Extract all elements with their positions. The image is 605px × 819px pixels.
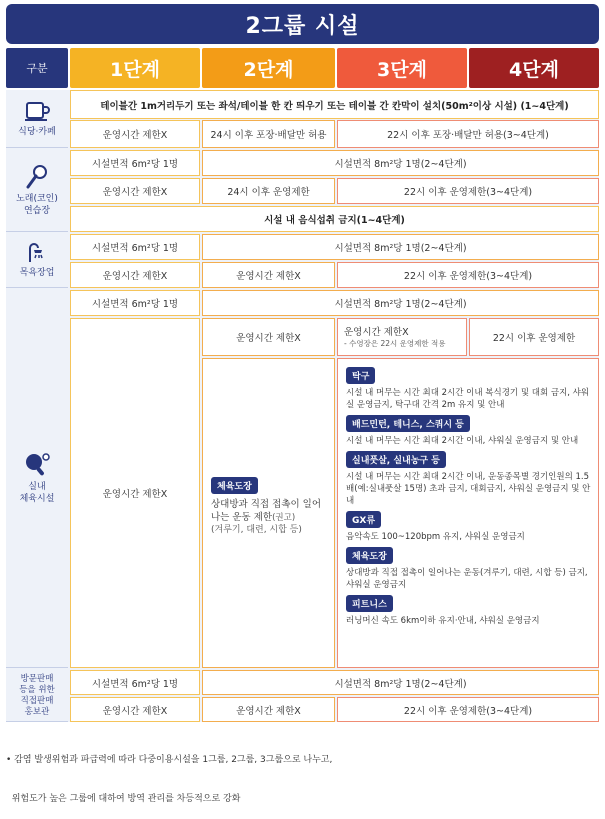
block-text: 러닝머신 속도 6km이하 유지·안내, 샤워실 운영금지 [346, 616, 540, 626]
block-text: 시설 내 머무는 시간 최대 2시간 이내, 샤워실 운영금지 및 안내 [346, 436, 579, 446]
footnote-line-1: • 감염 발생위험과 파급력에 따라 다중이용시설을 1그룹, 2그룹, 3그룹으로 나누고, [6, 755, 333, 765]
footnote [6, 728, 599, 819]
tag-block: GX류 [346, 511, 381, 528]
tag-block: 피트니스 [346, 595, 393, 612]
sales-r2-s1: 운영시간 제한X [70, 697, 200, 722]
karaoke-r2-s2: 24시 이후 운영제한 [202, 178, 335, 204]
karaoke-r1-s1: 시설면적 6m²당 1명 [70, 150, 200, 176]
block-fitness [346, 595, 540, 627]
ping-pong-icon [23, 452, 51, 478]
category-karaoke [6, 150, 68, 232]
header-stage-2: 2단계 [202, 48, 335, 88]
bath-r1-s1: 시설면적 6m²당 1명 [70, 234, 200, 260]
sports-r1-s24: 시설면적 8m²당 1명(2~4단계) [202, 290, 599, 316]
restaurant-distance-rule: 테이블간 1m거리두기 또는 좌석/테이블 한 칸 띄우기 또는 테이블 간 칸막이 설치(50m²이상 시설) (1~4단계) [70, 90, 599, 119]
bath-r2-s34: 22시 이후 운영제한(3~4단계) [337, 262, 599, 288]
sports-s3-top-note: - 수영장은 22시 운영제한 적용 [344, 339, 446, 348]
header-stage-4: 4단계 [469, 48, 599, 88]
sales-r1-s1: 시설면적 6m²당 1명 [70, 670, 200, 695]
sports-r1-s1: 시설면적 6m²당 1명 [70, 290, 200, 316]
sports-s2-examples: (겨루기, 대련, 시합 등) [211, 525, 302, 535]
sports-s2-text-main: 상대방과 직접 접촉이 일어나는 운동 제한 [211, 499, 322, 523]
category-label: 목욕장업 [19, 268, 55, 278]
block-text: 음악속도 100~120bpm 유지, 샤워실 운영금지 [346, 532, 525, 542]
bath-r2-s2: 운영시간 제한X [202, 262, 335, 288]
bath-r2-s1: 운영시간 제한X [70, 262, 200, 288]
category-sales [6, 670, 68, 722]
sports-s4-top: 22시 이후 운영제한 [469, 318, 599, 356]
tag-block: 배드민턴, 테니스, 스쿼시 등 [346, 415, 470, 432]
header-gubun: 구분 [6, 48, 68, 88]
tag-block: 실내풋살, 실내농구 등 [346, 451, 446, 468]
category-sports [6, 290, 68, 668]
sports-s34-detail [337, 358, 599, 668]
block-text: 시설 내 머무는 시간 최대 2시간 이내, 운동종목별 경기인원의 1.5배(예:실내풋살 15명) 초과 금지, 대회금지, 샤워실 운영금지 및 안내 [346, 472, 591, 506]
sales-r1-s24: 시설면적 8m²당 1명(2~4단계) [202, 670, 599, 695]
karaoke-r2-s34: 22시 이후 운영제한(3~4단계) [337, 178, 599, 204]
sports-s2-text [211, 498, 326, 524]
header-stage-3: 3단계 [337, 48, 467, 88]
karaoke-r1-s24: 시설면적 8m²당 1명(2~4단계) [202, 150, 599, 176]
page-title: 2그룹 시설 [6, 4, 599, 44]
category-restaurant [6, 90, 68, 148]
block-gx [346, 511, 525, 543]
cup-icon [22, 99, 52, 123]
shower-icon [26, 242, 48, 264]
sports-s1: 운영시간 제한X [70, 318, 200, 668]
bath-r1-s24: 시설면적 8m²당 1명(2~4단계) [202, 234, 599, 260]
karaoke-r2-s1: 운영시간 제한X [70, 178, 200, 204]
tag-taekwondo: 체육도장 [211, 477, 258, 494]
sports-s3-top [337, 318, 467, 356]
block-text: 시설 내 머무는 시간 최대 2시간 이내 복식경기 및 대회 금지, 샤워실 운영금지, 탁구대 간격 2m 유지 및 안내 [346, 388, 590, 410]
block-futsal [346, 451, 592, 507]
category-label: 식당·카페 [18, 127, 56, 137]
restaurant-s2: 24시 이후 포장·배달만 허용 [202, 120, 335, 148]
restaurant-s1: 운영시간 제한X [70, 120, 200, 148]
footnote-line-2: 위험도가 높은 그룹에 대하여 방역 관리를 차등적으로 강화 [6, 794, 241, 804]
tag-block: 체육도장 [346, 547, 393, 564]
category-label: 노래(코인) 연습장 [16, 194, 58, 216]
sports-s3-top-text: 운영시간 제한X [344, 327, 409, 338]
sales-r2-s2: 운영시간 제한X [202, 697, 335, 722]
sports-s2-top: 운영시간 제한X [202, 318, 335, 356]
sports-s2-recommend: (권고) [272, 513, 296, 523]
restaurant-s34: 22시 이후 포장·배달만 허용(3~4단계) [337, 120, 599, 148]
microphone-icon [25, 164, 49, 190]
block-text: 상대방과 직접 접촉이 일어나는 운동(겨루기, 대련, 시합 등) 금지, 샤워실 운영금지 [346, 568, 588, 590]
category-label: 방문판매 등을 위한 직접판매 홍보관 [19, 673, 55, 717]
category-label: 실내 체육시설 [19, 482, 55, 504]
karaoke-food-ban: 시설 내 음식섭취 금지(1~4단계) [70, 206, 599, 232]
block-dojo [346, 547, 592, 591]
header-stage-1: 1단계 [70, 48, 200, 88]
block-badminton [346, 415, 578, 447]
sports-s2-detail [202, 358, 335, 668]
block-table-tennis [346, 367, 592, 411]
sales-r2-s34: 22시 이후 운영제한(3~4단계) [337, 697, 599, 722]
category-bath [6, 234, 68, 288]
tag-block: 탁구 [346, 367, 375, 384]
